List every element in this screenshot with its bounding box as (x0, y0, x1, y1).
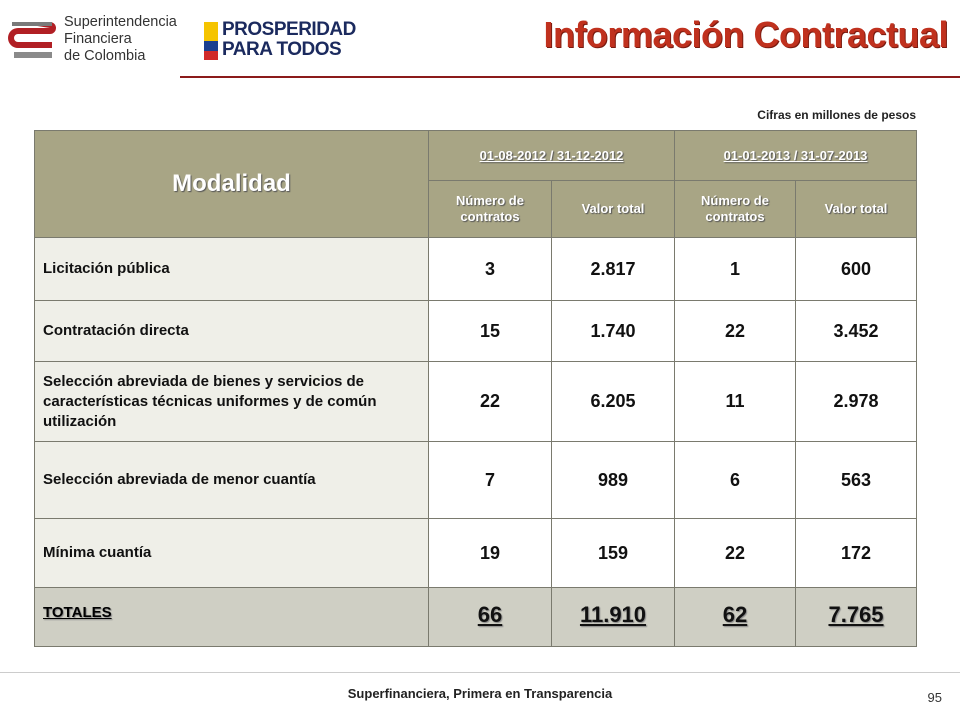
cell-value-2013: 2.978 (796, 362, 917, 442)
cell-count-2013: 1 (675, 238, 796, 301)
cell-count-2013: 22 (675, 519, 796, 588)
subheader-count-2013: Número de contratos (675, 181, 796, 238)
org-logo-line: Superintendencia (64, 14, 177, 30)
contracts-table (34, 130, 917, 647)
campaign-logo-line: PARA TODOS (222, 39, 342, 60)
row-label: Selección abreviada de bienes y servicios de características técnicas uniformes y de común utilización (35, 362, 429, 442)
page-title: Información Contractual (543, 14, 948, 55)
table-row (35, 238, 917, 301)
cell-value-2013: 563 (796, 442, 917, 519)
total-count-2013: 62 (675, 588, 796, 647)
row-label: Contratación directa (35, 301, 429, 362)
row-label: Selección abreviada de menor cuantía (35, 442, 429, 519)
org-logo-line: Financiera (64, 31, 132, 47)
superfinanciera-logo-text (64, 14, 177, 65)
subheader-value-2012: Valor total (552, 181, 675, 238)
cell-value-2013: 3.452 (796, 301, 917, 362)
row-label: Mínima cuantía (35, 519, 429, 588)
cell-count-2013: 6 (675, 442, 796, 519)
footer-divider (0, 672, 960, 673)
total-count-2012: 66 (429, 588, 552, 647)
cell-value-2012: 1.740 (552, 301, 675, 362)
table-row (35, 362, 917, 442)
cell-value-2012: 989 (552, 442, 675, 519)
cell-value-2012: 6.205 (552, 362, 675, 442)
campaign-logo-line: PROSPERIDAD (222, 19, 356, 40)
cell-value-2012: 2.817 (552, 238, 675, 301)
cell-count-2012: 19 (429, 519, 552, 588)
org-logo-line: de Colombia (64, 48, 146, 64)
cell-value-2013: 172 (796, 519, 917, 588)
cell-value-2013: 600 (796, 238, 917, 301)
title-divider (180, 76, 960, 78)
cell-count-2013: 22 (675, 301, 796, 362)
period-header-2012: 01-08-2012 / 31-12-2012 (429, 131, 675, 181)
units-note: Cifras en millones de pesos (757, 108, 916, 122)
table-row (35, 519, 917, 588)
total-value-2013: 7.765 (796, 588, 917, 647)
modalidad-header: Modalidad (35, 131, 429, 238)
row-label: Licitación pública (35, 238, 429, 301)
totals-row (35, 588, 917, 647)
cell-count-2013: 11 (675, 362, 796, 442)
cell-count-2012: 7 (429, 442, 552, 519)
superfinanciera-logo (8, 12, 178, 68)
page-number: 95 (927, 690, 942, 705)
colombia-flag-icon (204, 22, 218, 60)
footer-slogan: Superfinanciera, Primera en Transparencia (347, 686, 613, 701)
subheader-value-2013: Valor total (796, 181, 917, 238)
period-header-2013: 01-01-2013 / 31-07-2013 (675, 131, 917, 181)
cell-count-2012: 3 (429, 238, 552, 301)
table-row (35, 442, 917, 519)
cell-value-2012: 159 (552, 519, 675, 588)
totals-label: TOTALES (35, 588, 429, 647)
prosperidad-logo-text (222, 20, 356, 60)
cell-count-2012: 22 (429, 362, 552, 442)
superfinanciera-emblem-icon (8, 14, 58, 64)
cell-count-2012: 15 (429, 301, 552, 362)
table-row (35, 301, 917, 362)
total-value-2012: 11.910 (552, 588, 675, 647)
prosperidad-logo (204, 20, 354, 62)
subheader-count-2012: Número de contratos (429, 181, 552, 238)
